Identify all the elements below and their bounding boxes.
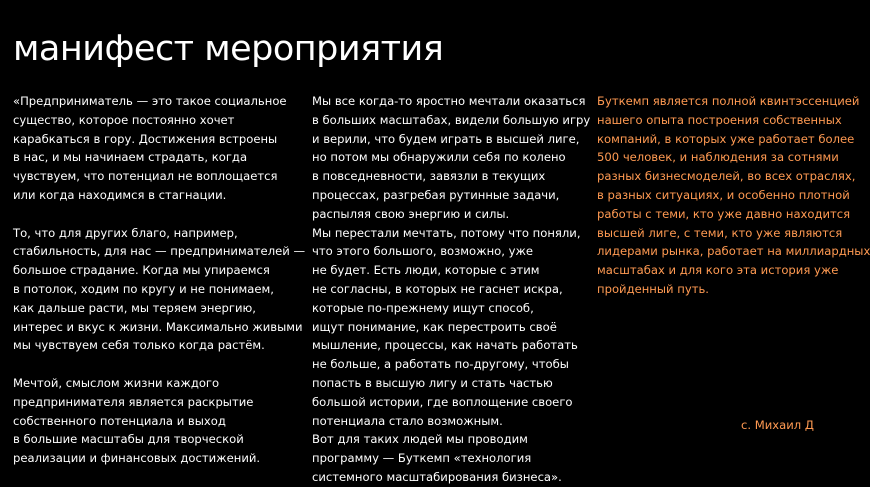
text-line: карабкаться в гору. Достижения встроены [13,131,278,146]
text-line: мышление, процессы, как начать работать [312,338,578,353]
text-line: интерес и вкус к жизни. Максимально живыми [13,319,303,334]
text-line: процессах, разгребая рутинные задачи, [312,187,560,202]
text-line: реализации и финансовых достижений. [13,451,261,466]
text-line: что этого большого, возможно, уже [312,244,534,259]
text-line: высшей лиге, с теми, кто уже являются [597,225,843,240]
manifesto-column-1 [13,92,306,468]
text-line: в большие масштабы для творческой [13,432,244,447]
text-line: как дальше расти, мы теряем энергию, [13,300,256,315]
text-line: существо, которое постоянно хочет [13,112,235,127]
text-line: предпринимателя является раскрытие [13,394,254,409]
text-line: не больше, а работать по-другому, чтобы [312,357,569,372]
text-line: собственного потенциала и выход [13,413,226,428]
text-line: в повседневности, завязли в текущих [312,169,546,184]
text-line: и верили, что будем играть в высшей лиге, [312,131,580,146]
text-line: большое страдание. Когда мы упираемся [13,263,270,278]
text-line: То, что для других благо, например, [13,225,238,240]
text-line: работы с теми, кто уже давно находится [597,206,851,221]
text-line: не будет. Есть люди, которые с этим [312,263,540,278]
text-line: потенциала стало возможным. [312,413,503,428]
text-line: но потом мы обнаружили себя по колено [312,150,566,165]
text-line: программу — Буткемп «технология [312,451,532,466]
signature: с. Михаил Д [741,418,814,432]
text-line: 500 человек, и наблюдения за сотнями [597,150,839,165]
text-line: масштабах и для кого эта история уже [597,263,839,278]
text-line: системного масштабирования бизнеса». [312,469,562,484]
text-line: «Предприниматель — это такое социальное [13,94,287,108]
text-line: ищут понимание, как перестроить своё [312,319,557,334]
page-title: манифест мероприятия [13,29,444,70]
text-line: пройденный путь. [597,281,709,296]
text-line: лидерами рынка, работает на миллиардных [597,244,870,259]
text-line: мы чувствуем себя только когда растём. [13,338,265,353]
text-line: Вот для таких людей мы проводим [312,432,528,447]
text-line: которые по-прежнему ищут способ, [312,300,534,315]
text-line: распыляя свою энергию и силы. [312,206,510,221]
text-line: в больших масштабах, видели большую игру [312,112,591,127]
text-line: Мечтой, смыслом жизни каждого [13,375,220,390]
text-line: разных бизнесмоделей, во всех отраслях, [597,169,856,184]
text-line: чувствуем, что потенциал не воплощается [13,169,278,184]
text-line: в разных ситуациях, и особенно плотной [597,187,850,202]
paragraph-gap [13,205,283,224]
manifesto-column-2 [312,92,591,487]
text-line: попасть в высшую лигу и стать частью [312,375,553,390]
text-line: стабильность, для нас — предпринимателей — [13,244,306,259]
text-line: не согласны, в которых не гаснет искра, [312,281,563,296]
text-line: Мы все когда-то яростно мечтали оказаться [312,94,586,108]
text-line: нашего опыта построения собственных [597,112,842,127]
text-line: компаний, в которых уже работает более [597,131,855,146]
text-line: в нас, и мы начинаем страдать, когда [13,150,248,165]
text-line: в потолок, ходим по кругу и не понимаем, [13,281,274,296]
text-line: Мы перестали мечтать, потому что поняли, [312,225,581,240]
text-line: или когда находимся в стагнации. [13,187,227,202]
manifesto-column-3 [597,92,870,299]
paragraph-gap [13,355,283,374]
text-line: большой истории, где воплощение своего [312,394,573,409]
text-line: Буткемп является полной квинтэссенцией [597,94,860,108]
